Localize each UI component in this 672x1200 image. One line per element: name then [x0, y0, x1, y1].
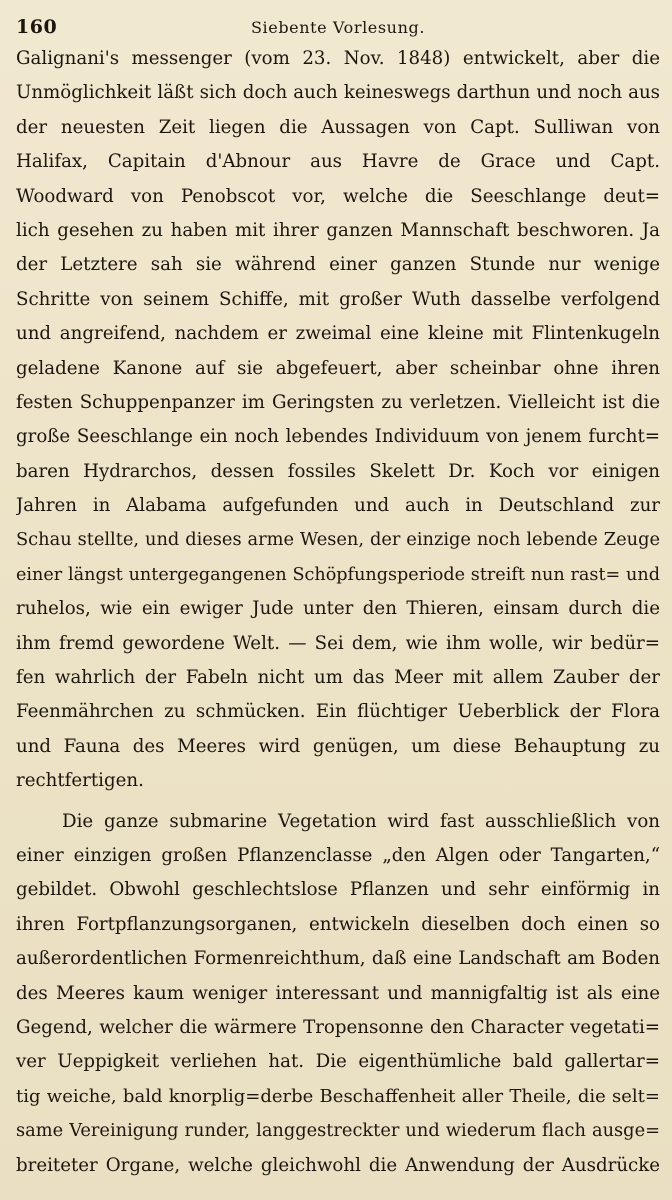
text-line: rechtfertigen. [16, 770, 144, 792]
text-line: festen Schuppenpanzer im Geringsten zu verletzen. Vielleicht ist die [16, 391, 660, 413]
text-line: breiteter Organe, welche gleichwohl die Anwendung der Ausdrücke [16, 1154, 660, 1176]
running-title: Siebente Vorlesung. [250, 18, 426, 37]
text-line: baren Hydrarchos, dessen fossiles Skelett Dr. Koch vor einigen [16, 460, 660, 482]
text-line: Gegend, welcher die wärmere Tropensonne den Character vegetati= [16, 1016, 660, 1038]
text-line: lich gesehen zu haben mit ihrer ganzen Mannschaft beschworen. Ja [16, 219, 660, 241]
text-line: und angreifend, nachdem er zweimal eine kleine mit Flintenkugeln [16, 323, 660, 345]
page-number: 160 [16, 16, 58, 38]
text-line: ver Ueppigkeit verliehen hat. Die eigenthümliche bald gallertar= [16, 1051, 660, 1073]
text-line: Halifax, Capitain d'Abnour aus Havre de Grace und Capt. [16, 151, 660, 173]
text-line: große Seeschlange ein noch lebendes Individuum von jenem furcht= [16, 426, 660, 448]
text-line: same Vereinigung runder, langgestreckter und wiederum flach ausge= [16, 1120, 660, 1142]
text-line: ihm fremd gewordene Welt. — Sei dem, wie ihm wolle, wir bedür= [16, 632, 660, 654]
text-line: geladene Kanone auf sie abgefeuert, aber scheinbar ohne ihren [16, 357, 660, 379]
text-line: Feenmährchen zu schmücken. Ein flüchtiger Ueberblick der Flora [16, 701, 660, 723]
text-line: tig weiche, bald knorplig=derbe Beschaffenheit aller Theile, die selt= [16, 1085, 660, 1107]
text-line: fen wahrlich der Fabeln nicht um das Meer mit allem Zauber der [16, 667, 660, 689]
running-head [16, 8, 660, 42]
paragraph-2 [16, 805, 660, 1183]
text-line: und Fauna des Meeres wird genügen, um diese Behauptung zu [16, 735, 660, 757]
text-line: Unmöglichkeit läßt sich doch auch keineswegs darthun und noch aus [16, 82, 660, 104]
text-line: Schritte von seinem Schiffe, mit großer Wuth dasselbe verfolgend [16, 288, 660, 310]
text-line: der Letztere sah sie während einer ganzen Stunde nur wenige [16, 254, 660, 276]
text-line: Die ganze submarine Vegetation wird fast ausschließlich von [62, 810, 660, 832]
text-line: einer einzigen großen Pflanzenclasse „den Algen oder Tangarten,“ [16, 844, 660, 866]
text-line: Woodward von Penobscot vor, welche die Seeschlange deut= [16, 185, 660, 207]
text-line: Galignani's messenger (vom 23. Nov. 1848) entwickelt, aber die [16, 48, 660, 69]
text-line: Schau stellte, und dieses arme Wesen, der einzige noch lebende Zeuge [16, 529, 660, 551]
text-line: gebildet. Obwohl geschlechtslose Pflanzen und sehr einförmig in [16, 879, 660, 901]
text-line: ihren Fortpflanzungsorganen, entwickeln dieselben doch einen so [16, 913, 660, 935]
text-line: einer längst untergegangenen Schöpfungsperiode streift nun rast= und [16, 564, 660, 585]
text-line: des Meeres kaum weniger interessant und mannigfaltig ist als eine [16, 982, 660, 1004]
text-line: außerordentlichen Formenreichthum, daß eine Landschaft am Boden [16, 948, 660, 970]
text-line: der neuesten Zeit liegen die Aussagen von Capt. Sulliwan von [16, 116, 660, 138]
text-line: Jahren in Alabama aufgefunden und auch in Deutschland zur [16, 495, 660, 517]
body-text [16, 42, 660, 1183]
text-line: ruhelos, wie ein ewiger Jude unter den Thieren, einsam durch die [16, 598, 660, 620]
paragraph-1 [16, 42, 660, 799]
